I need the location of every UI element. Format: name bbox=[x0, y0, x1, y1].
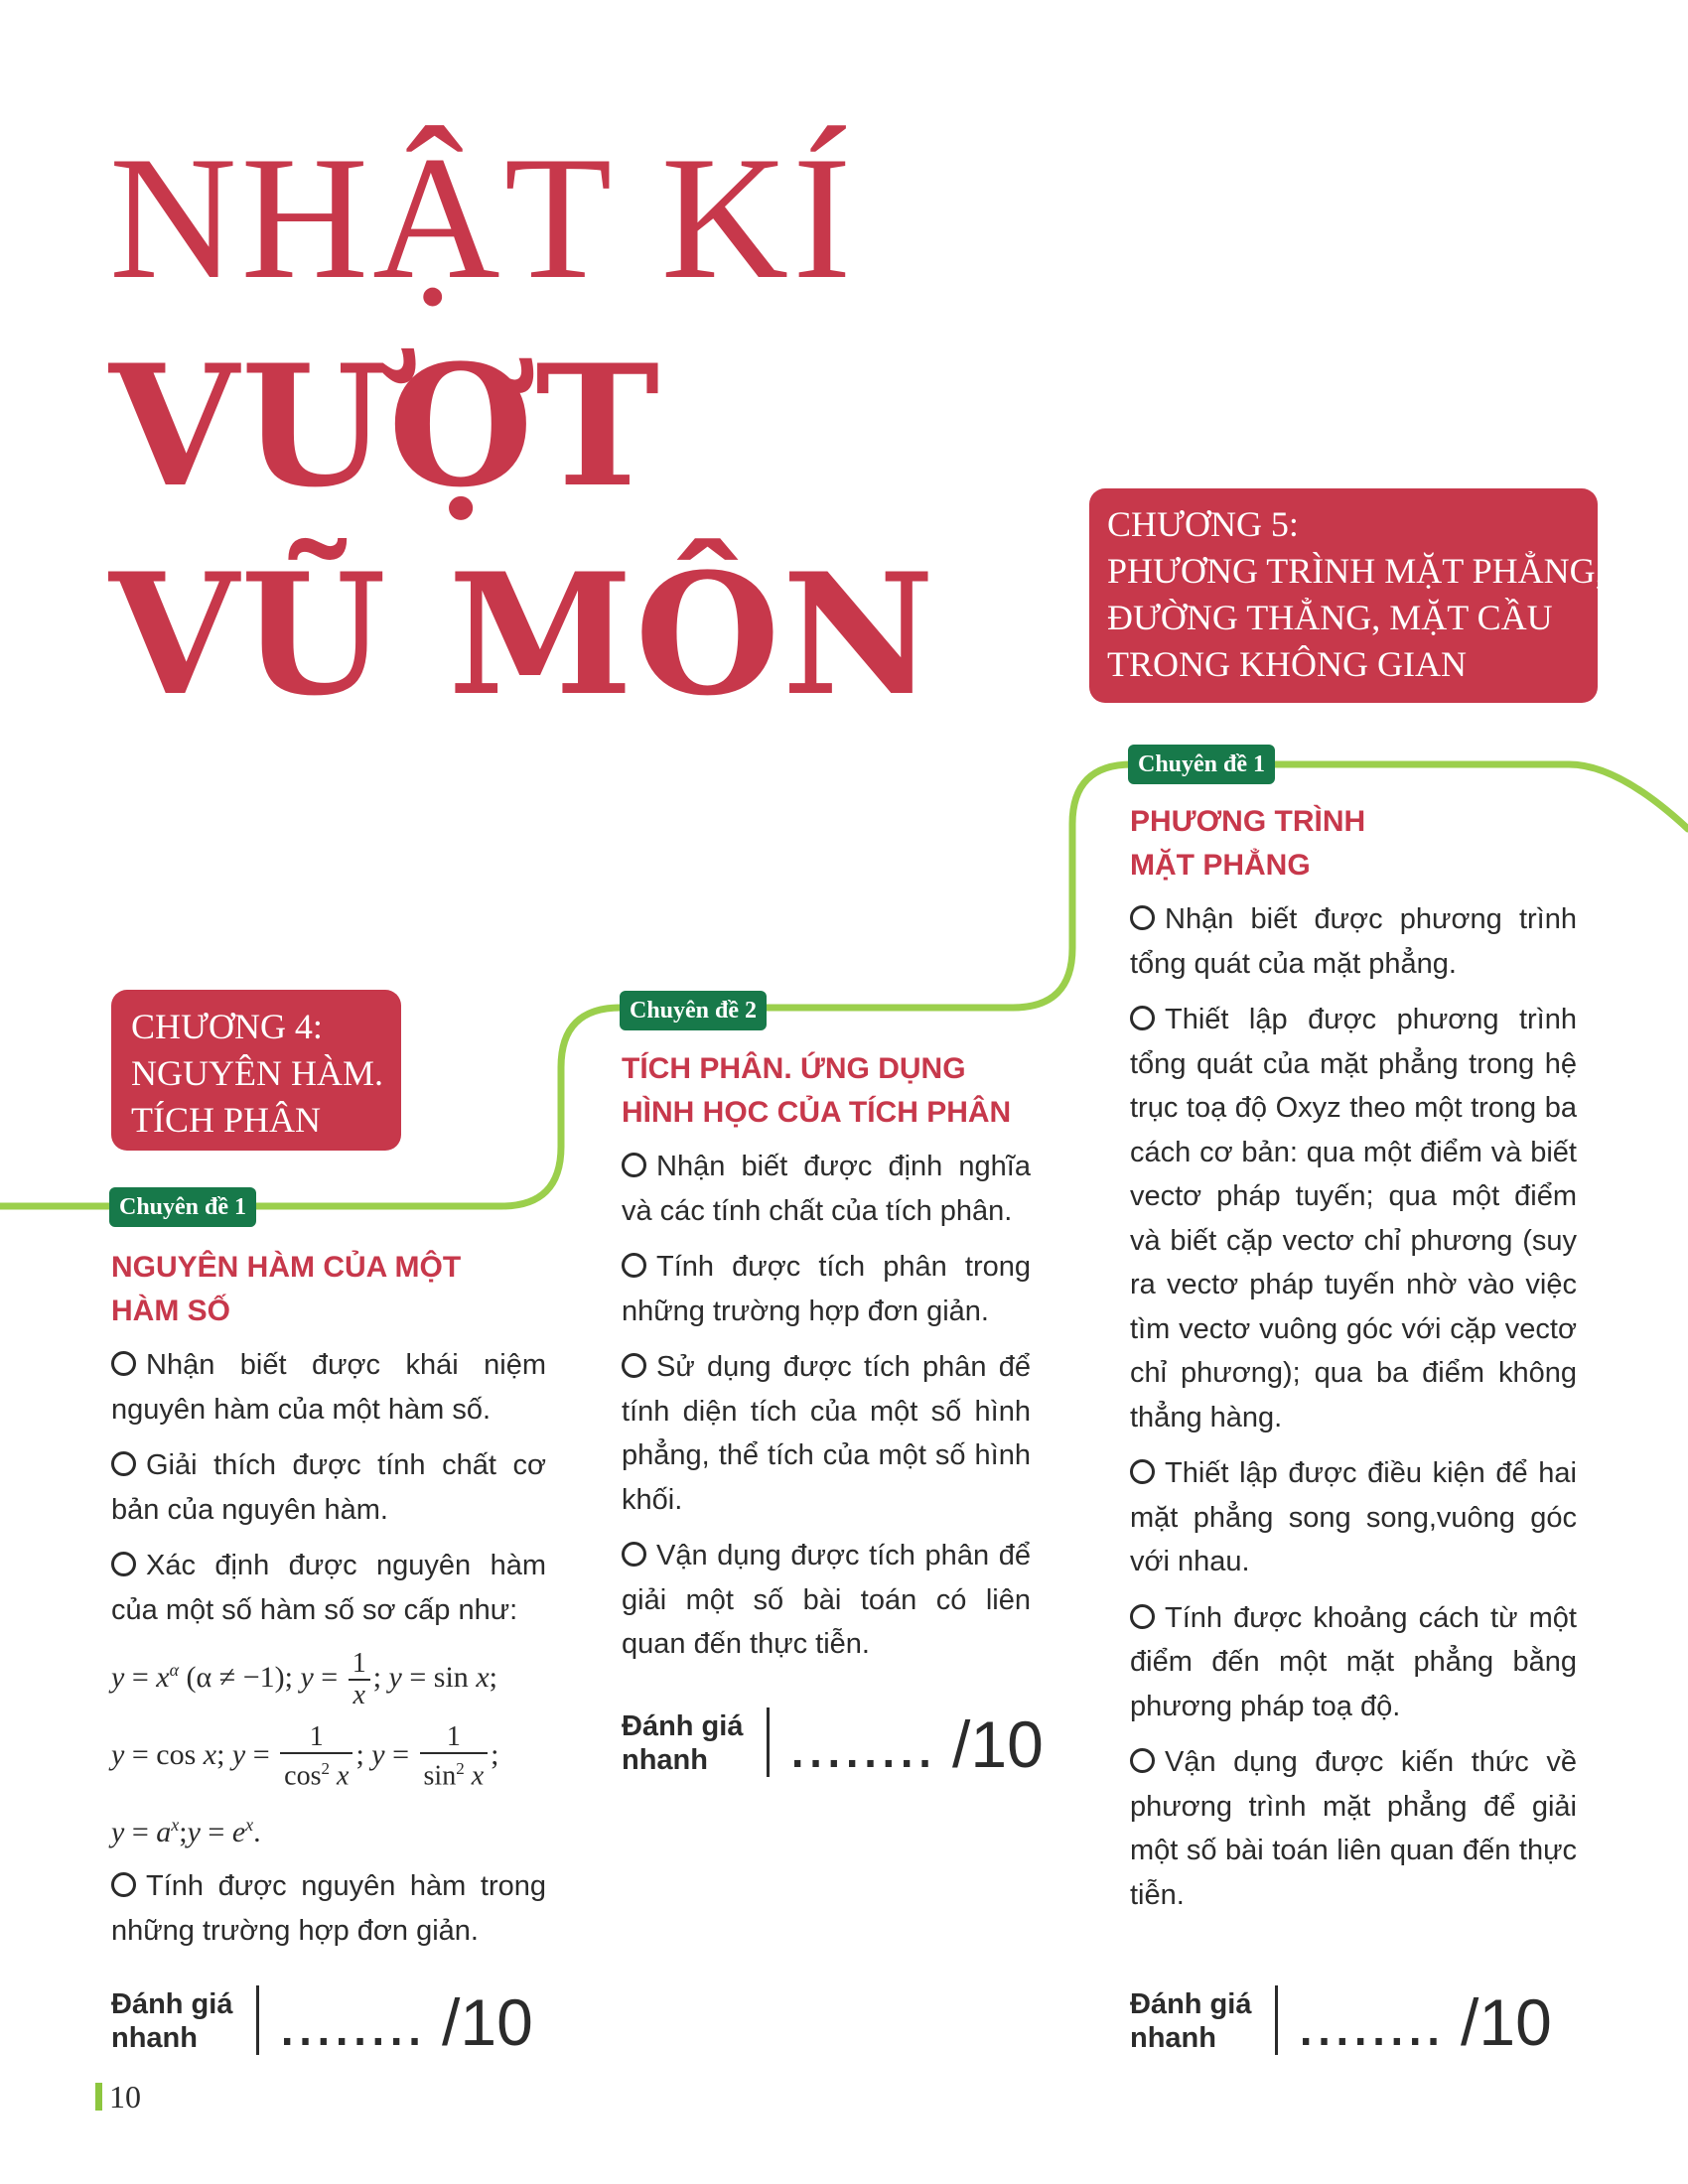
rating-score-field[interactable]: ........ /10 bbox=[788, 1707, 1044, 1781]
rating-score-field[interactable]: ........ /10 bbox=[1297, 1985, 1552, 2059]
quick-rating-3 bbox=[1130, 1985, 1567, 2065]
chapter-5-box bbox=[1089, 488, 1605, 703]
objective-item: Giải thích được tính chất cơ bản của nguyên hàm. bbox=[111, 1449, 546, 1526]
checkbox-circle[interactable] bbox=[1130, 1604, 1155, 1629]
rating-divider bbox=[1275, 1985, 1278, 2055]
objective-item: Tính được khoảng cách từ một điểm đến một mặt phẳng bằng phương pháp toạ độ. bbox=[1130, 1601, 1577, 1722]
fraction: $\frac{1}{\cos^2 x}$ bbox=[280, 1722, 352, 1791]
quick-rating-2 bbox=[622, 1707, 1058, 1787]
checkbox-circle[interactable] bbox=[1130, 1459, 1155, 1484]
fraction: $\frac{1}{x}$ bbox=[349, 1649, 370, 1710]
checkbox-circle[interactable] bbox=[111, 1552, 136, 1576]
objective-item: Nhận biết được định nghĩa và các tính chất của tích phân. bbox=[622, 1151, 1031, 1227]
checkbox-circle[interactable] bbox=[111, 1872, 136, 1897]
topic-tag-1: Chuyên đề 1 bbox=[109, 1187, 256, 1227]
topic-3-title: PHƯƠNG TRÌNH MẶT PHẲNG bbox=[1130, 805, 1366, 882]
rating-divider bbox=[256, 1985, 259, 2055]
quick-rating-1 bbox=[111, 1985, 548, 2065]
topic-2-column bbox=[622, 1047, 1031, 1679]
checkbox-circle[interactable] bbox=[622, 1353, 646, 1378]
chapter-4-line: TÍCH PHÂN bbox=[131, 1100, 322, 1140]
objective-item: Tính được nguyên hàm trong những trường hợp đơn giản. bbox=[111, 1870, 546, 1947]
checkbox-circle[interactable] bbox=[622, 1253, 646, 1278]
chapter-5-line: CHƯƠNG 5: bbox=[1107, 504, 1299, 544]
title-line-1: NHẬT KÍ bbox=[109, 119, 856, 316]
page-number-marker bbox=[95, 2083, 102, 2111]
rating-score-field[interactable]: ........ /10 bbox=[278, 1985, 533, 2059]
objective-item: Nhận biết được khái niệm nguyên hàm của một hàm số. bbox=[111, 1349, 546, 1426]
checkbox-circle[interactable] bbox=[1130, 1748, 1155, 1773]
chapter-4-line: NGUYÊN HÀM. bbox=[131, 1053, 383, 1093]
checkbox-circle[interactable] bbox=[622, 1153, 646, 1177]
topic-1-title: NGUYÊN HÀM CỦA MỘT HÀM SỐ bbox=[111, 1251, 462, 1327]
topic-3-column bbox=[1130, 800, 1577, 1929]
objective-item: Tính được tích phân trong những trường hợp đơn giản. bbox=[622, 1251, 1031, 1327]
topic-tag-2: Chuyên đề 2 bbox=[620, 991, 767, 1030]
chapter-4-line: CHƯƠNG 4: bbox=[131, 1007, 323, 1046]
checkbox-circle[interactable] bbox=[622, 1542, 646, 1567]
objective-item: Nhận biết được phương trình tổng quát của mặt phẳng. bbox=[1130, 903, 1577, 980]
objective-item: Thiết lập được điều kiện để hai mặt phẳng song song,vuông góc với nhau. bbox=[1130, 1457, 1577, 1577]
topic-2-title: TÍCH PHÂN. ỨNG DỤNG HÌNH HỌC CỦA TÍCH PHÂN bbox=[622, 1052, 1012, 1129]
chapter-5-line: ĐƯỜNG THẲNG, MẶT CẦU bbox=[1107, 598, 1553, 637]
title-line-2: VƯỢT bbox=[109, 328, 662, 524]
checkbox-circle[interactable] bbox=[111, 1451, 136, 1476]
checkbox-circle[interactable] bbox=[1130, 905, 1155, 930]
title-line-3: VŨ MÔN bbox=[109, 536, 937, 733]
chapter-5-line: PHƯƠNG TRÌNH MẶT PHẲNG, bbox=[1107, 551, 1605, 591]
objective-item: Vận dụng được tích phân để giải một số bài toán có liên quan đến thực tiễn. bbox=[622, 1540, 1031, 1660]
rating-label: Đánh giá nhanh bbox=[1130, 1988, 1252, 2054]
objective-item: Thiết lập được phương trình tổng quát của mặt phẳng trong hệ trục toạ độ Oxyz theo một trong ba cách cơ bản: qua một điểm và biết vectơ pháp tuyến; qua một điểm và biết cặp vectơ chỉ phương (suy ra vectơ pháp tuyến nhờ vào việc tìm vectơ vuông góc với cặp vectơ chỉ phương); qua ba điểm không thẳng hàng. bbox=[1130, 1004, 1577, 1433]
fraction: $\frac{1}{\sin^2 x}$ bbox=[420, 1722, 489, 1791]
rating-label: Đánh giá nhanh bbox=[111, 1988, 233, 2054]
objective-item: Sử dụng được tích phân để tính diện tích của một số hình phẳng, thể tích của một số hình khối. bbox=[622, 1351, 1031, 1516]
objective-item: Xác định được nguyên hàm của một số hàm số sơ cấp như: bbox=[111, 1550, 546, 1626]
formula-line-3: $y = a^x;y = e^x$. bbox=[111, 1815, 261, 1848]
checkbox-circle[interactable] bbox=[111, 1351, 136, 1376]
topic-tag-3: Chuyên đề 1 bbox=[1128, 745, 1275, 784]
page-number: 10 bbox=[109, 2079, 141, 2115]
chapter-4-box bbox=[111, 990, 401, 1151]
formula-line-2: y = cos x; y = $\frac{1}{\cos^2 x}$ ; y = $\frac{1}{\sin^2 x}$ ; bbox=[111, 1721, 499, 1792]
chapter-5-line: TRONG KHÔNG GIAN bbox=[1107, 644, 1467, 684]
rating-divider bbox=[767, 1707, 770, 1777]
formula-line-1: $y = x^\alpha$ (α ≠ −1); y = $\frac{1}{x}$ ; y = sin x; bbox=[111, 1648, 497, 1711]
rating-label: Đánh giá nhanh bbox=[622, 1710, 744, 1776]
objective-item: Vận dụng được kiến thức về phương trình mặt phẳng để giải một số bài toán liên quan đến thực tiễn. bbox=[1130, 1746, 1577, 1911]
checkbox-circle[interactable] bbox=[1130, 1006, 1155, 1030]
topic-1-column bbox=[111, 1246, 546, 1965]
